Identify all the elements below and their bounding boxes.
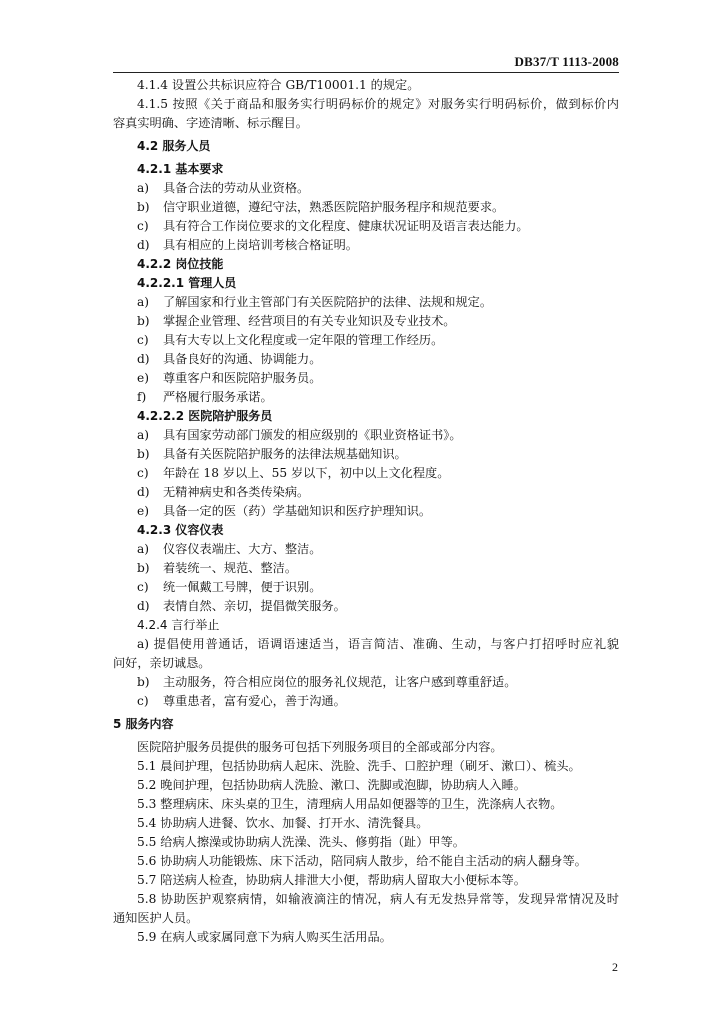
- list-item: [113, 559, 619, 578]
- item-text: 了解国家和行业主管部门有关医院陪护的法律、法规和规定。: [163, 295, 493, 309]
- item-mark: b): [137, 200, 150, 214]
- page-number: 2: [612, 960, 618, 974]
- item-text: 严格履行服务承诺。: [163, 390, 273, 404]
- heading-4-2-2-2: 4.2.2.2 医院陪护服务员: [137, 409, 273, 423]
- item-text: 具备合法的劳动从业资格。: [163, 181, 310, 195]
- item-mark: b): [137, 675, 150, 689]
- list-item: [113, 179, 619, 198]
- conduct-list: [113, 673, 619, 711]
- service-item: 5.9 在病人或家属同意下为病人购买生活用品。: [137, 930, 392, 944]
- document-code: DB37/T 1113-2008: [514, 54, 619, 69]
- item-mark: c): [137, 580, 149, 594]
- list-item: [113, 217, 619, 236]
- item-text: 具有国家劳动部门颁发的相应级别的《职业资格证书》。: [163, 428, 462, 442]
- list-item: [113, 388, 619, 407]
- service-item: 5.5 给病人擦澡或协助病人洗澡、洗头、修剪指（趾）甲等。: [137, 835, 465, 849]
- heading-4-2-3: 4.2.3 仪容仪表: [137, 523, 224, 537]
- appearance-list: [113, 540, 619, 616]
- item-text: 信守职业道德，遵纪守法，熟悉医院陪护服务程序和规范要求。: [163, 200, 505, 214]
- item-mark: d): [137, 485, 150, 499]
- item-mark: b): [137, 561, 150, 575]
- item-mark: f): [137, 390, 147, 404]
- item-mark: a): [137, 542, 150, 556]
- basic-requirements-list: [113, 179, 619, 255]
- item-mark: a): [137, 428, 150, 442]
- service-item: 5.2 晚间护理，包括协助病人洗脸、漱口、洗脚或泡脚，协助病人入睡。: [137, 778, 526, 792]
- list-item: [113, 236, 619, 255]
- heading-4-2-2: 4.2.2 岗位技能: [137, 257, 224, 271]
- item-text: 具有相应的上岗培训考核合格证明。: [163, 238, 358, 252]
- list-item: [113, 293, 619, 312]
- list-item: [113, 578, 619, 597]
- item-text: 具备有关医院陪护服务的法律法规基础知识。: [163, 447, 407, 461]
- clause-4-1-5-line1: 4.1.5 按照《关于商品和服务实行明码标价的规定》对服务实行明码标价，做到标价内: [137, 97, 619, 111]
- services-list: [113, 757, 619, 947]
- item-mark: c): [137, 219, 149, 233]
- item-text: 主动服务，符合相应岗位的服务礼仪规范，让客户感到尊重舒适。: [163, 675, 517, 689]
- heading-4-2-2-1: 4.2.2.1 管理人员: [137, 276, 237, 290]
- heading-4-2-1: 4.2.1 基本要求: [137, 162, 224, 176]
- list-item: [113, 426, 619, 445]
- service-item-5-8-line1: 5.8 协助医护观察病情，如输液滴注的情况，病人有无发热异常等，发现异常情况及时: [137, 892, 619, 906]
- clause-4-1-4: 4.1.4 设置公共标识应符合 GB/T10001.1 的规定。: [137, 78, 420, 92]
- list-item: [113, 198, 619, 217]
- service-item-5-8-line2: 通知医护人员。: [113, 911, 199, 925]
- list-item: [113, 502, 619, 521]
- item-mark: a): [137, 181, 150, 195]
- heading-4-2: 4.2 服务人员: [137, 139, 211, 153]
- item-mark: c): [137, 333, 149, 347]
- list-item: [113, 692, 619, 711]
- item-mark: c): [137, 466, 149, 480]
- item-text: 具有大专以上文化程度或一定年限的管理工作经历。: [163, 333, 444, 347]
- item-text: 年龄在 18 岁以上、55 岁以下，初中以上文化程度。: [163, 466, 450, 480]
- item-mark: d): [137, 599, 150, 613]
- list-item: [113, 312, 619, 331]
- service-item: 5.6 协助病人功能锻炼、床下活动，陪同病人散步，给不能自主活动的病人翻身等。: [137, 854, 587, 868]
- item-text: 着装统一、规范、整洁。: [163, 561, 298, 575]
- item-text: 无精神病史和各类传染病。: [163, 485, 310, 499]
- item-mark: e): [137, 371, 149, 385]
- service-item: 5.1 晨间护理，包括协助病人起床、洗脸、洗手、口腔护理（刷牙、漱口）、梳头。: [137, 759, 581, 773]
- item-mark: c): [137, 694, 149, 708]
- list-item: [113, 445, 619, 464]
- service-item: 5.7 陪送病人检查，协助病人排泄大小便，帮助病人留取大小便标本等。: [137, 873, 526, 887]
- list-item: [113, 331, 619, 350]
- conduct-a-line1: a) 提倡使用普通话，语调语速适当，语言简洁、准确、生动，与客户打招呼时应礼貌: [137, 637, 619, 651]
- item-text: 尊重患者，富有爱心，善于沟通。: [163, 694, 346, 708]
- item-mark: e): [137, 504, 149, 518]
- item-mark: a): [137, 295, 150, 309]
- item-mark: b): [137, 314, 150, 328]
- list-item: [113, 597, 619, 616]
- list-item: [113, 540, 619, 559]
- item-text: 统一佩戴工号牌，便于识别。: [163, 580, 322, 594]
- item-mark: d): [137, 238, 150, 252]
- attendant-requirements-list: [113, 426, 619, 521]
- item-mark: b): [137, 447, 150, 461]
- list-item: [113, 369, 619, 388]
- list-item: [113, 464, 619, 483]
- item-text: 掌握企业管理、经营项目的有关专业知识及专业技术。: [163, 314, 456, 328]
- item-text: 具备良好的沟通、协调能力。: [163, 352, 322, 366]
- heading-4-2-4: 4.2.4 言行举止: [137, 618, 220, 632]
- item-text: 具有符合工作岗位要求的文化程度、健康状况证明及语言表达能力。: [163, 219, 529, 233]
- service-item: 5.3 整理病床、床头桌的卫生，清理病人用品如便器等的卫生，洗涤病人衣物。: [137, 797, 563, 811]
- clause-4-1-5-line2: 容真实明确、字迹清晰、标示醒目。: [113, 116, 308, 130]
- service-item: 5.4 协助病人进餐、饮水、加餐、打开水、清洗餐具。: [137, 816, 429, 830]
- heading-5: 5 服务内容: [113, 717, 174, 731]
- list-item: [113, 483, 619, 502]
- conduct-a-line2: 问好，亲切诚恳。: [113, 656, 211, 670]
- item-text: 仪容仪表端庄、大方、整洁。: [163, 542, 322, 556]
- services-intro: 医院陪护服务员提供的服务可包括下列服务项目的全部或部分内容。: [137, 740, 503, 754]
- page-body: [113, 72, 619, 947]
- item-mark: d): [137, 352, 150, 366]
- list-item: [113, 350, 619, 369]
- manager-requirements-list: [113, 293, 619, 407]
- item-text: 表情自然、亲切，提倡微笑服务。: [163, 599, 346, 613]
- item-text: 具备一定的医（药）学基础知识和医疗护理知识。: [163, 504, 432, 518]
- list-item: [113, 673, 619, 692]
- item-text: 尊重客户和医院陪护服务员。: [163, 371, 322, 385]
